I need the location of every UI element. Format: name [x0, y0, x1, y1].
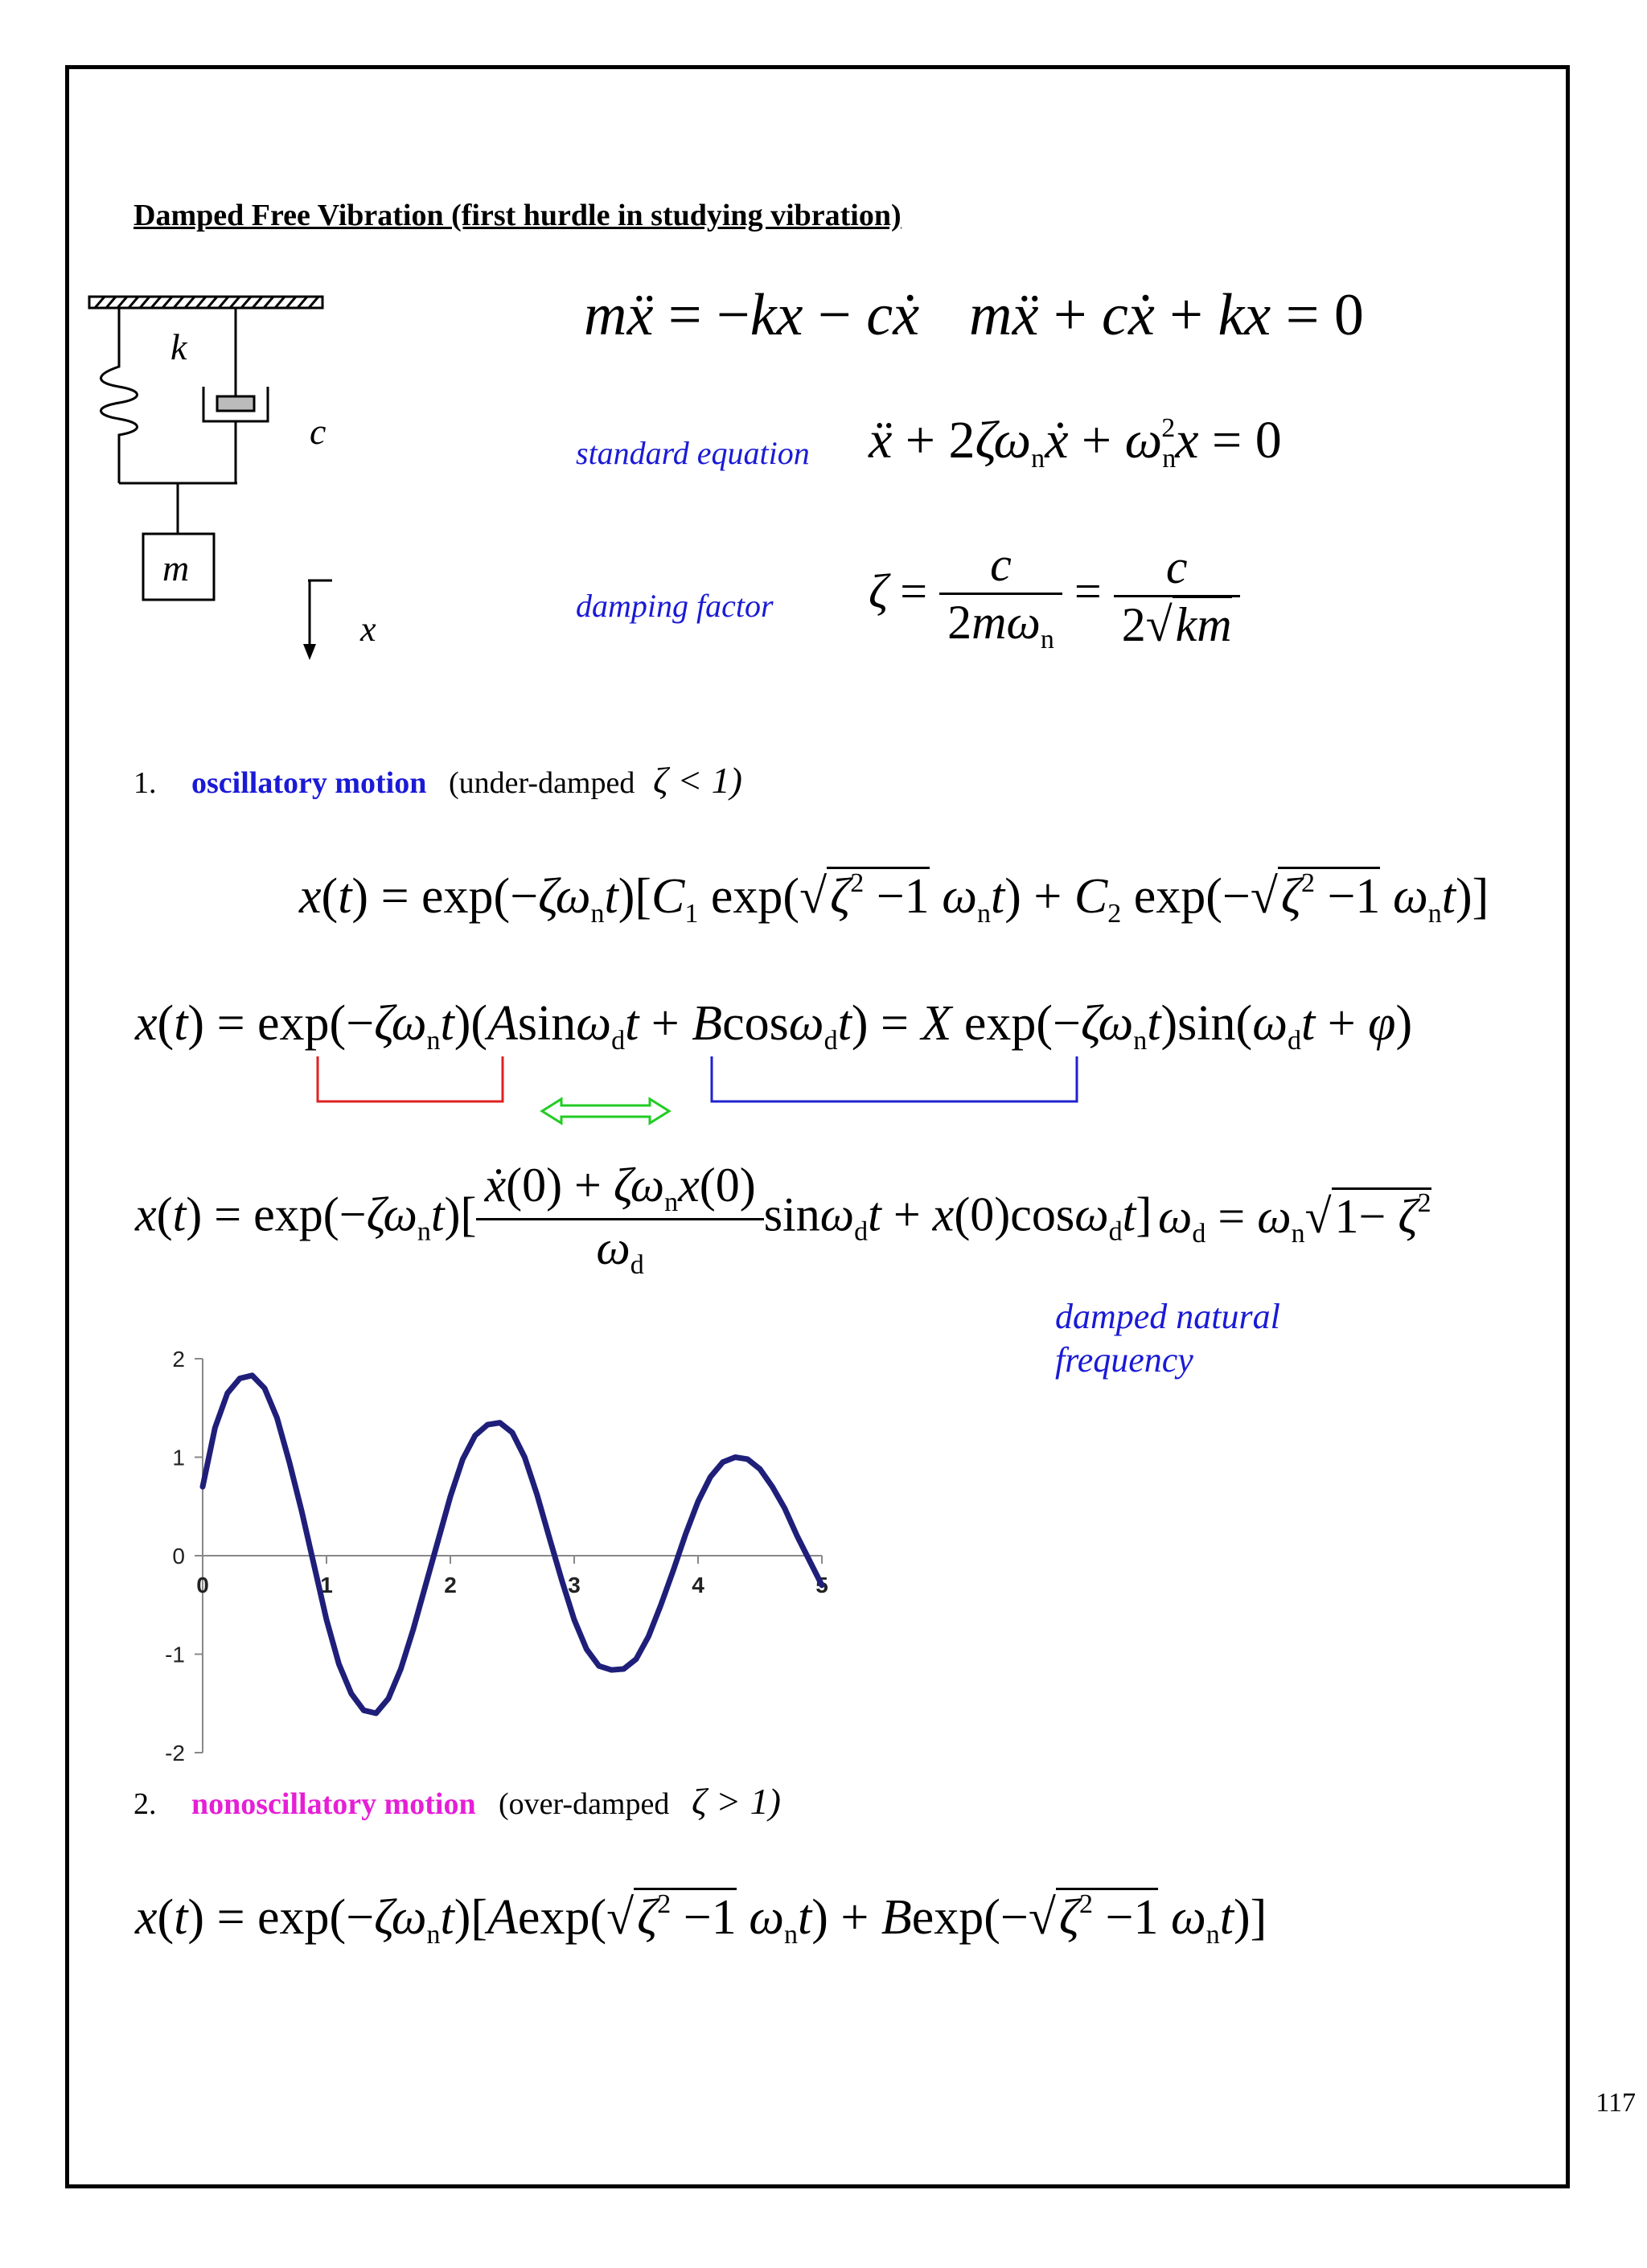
damped-natural-frequency-label-line2: frequency	[1055, 1340, 1193, 1380]
displacement-label: x	[360, 609, 376, 649]
item-2-number: 2.	[133, 1787, 157, 1821]
solution-sin-cos-form: $x(t) = \exp(-\zeta\omega_nt)(Asin\omega_dt + Bcos\omega_dt) = X$ $\exp(-\zeta\omega_nt)\sin(\omega_dt + \varphi)$	[135, 996, 1413, 1056]
page-title: Damped Free Vibration (first hurdle in studying vibration)	[133, 199, 902, 232]
page-number: 117	[1596, 2088, 1636, 2118]
red-bracket	[315, 1056, 505, 1105]
blue-bracket	[709, 1056, 1079, 1105]
item-1-condition: ζ < 1)	[653, 760, 742, 801]
x-tick-label: 1	[320, 1573, 333, 1597]
damping-coefficient-label: c	[310, 411, 327, 452]
y-tick-label: 2	[172, 1347, 185, 1372]
item-2-condition: ζ > 1)	[692, 1781, 781, 1822]
oscillatory-motion-heading: oscillatory motion	[191, 766, 427, 800]
x-tick-label: 4	[692, 1573, 704, 1597]
standard-equation-label: standard equation	[576, 435, 810, 471]
solution-initial-conditions: $x(t) = \exp(-\zeta\omega_nt)$[ $\frac{ẋ(0) + \zeta\omega_nx(0)}{\omega_d}$ sinω$_d$t + x(0)cosω$_d$t]	[135, 1159, 1152, 1280]
equation-of-motion: mẍ = −kx − cẋ	[584, 282, 919, 348]
nonoscillatory-motion-heading: nonoscillatory motion	[191, 1787, 476, 1821]
y-tick-label: -2	[165, 1741, 185, 1766]
x-tick-label: 3	[568, 1573, 581, 1597]
damped-oscillation-chart	[145, 1335, 852, 1769]
x-tick-label: 5	[815, 1573, 828, 1597]
mass-label: m	[162, 548, 190, 589]
general-solution-underdamped: $x(t) = \exp(-\zeta\omega_nt)[C_1$ $\exp(√\zeta^2 -1$ $\omega_nt) + C_2$ $\exp(-√\zeta^2 -1$ $\omega_nt$)]	[299, 868, 1489, 929]
damping-factor-label: damping factor	[576, 588, 774, 624]
y-tick-label: 0	[172, 1544, 185, 1569]
damping-factor-equation: ζ = $\frac{c}{2m\omega_n}$ = $\frac{c}{2√km}$	[869, 537, 1240, 655]
item-2-description: (over-damped	[499, 1787, 670, 1821]
damped-natural-frequency-equation: $\omega_d = \omega_n√1- \zeta^2$	[1158, 1188, 1431, 1249]
item-1-number: 1.	[133, 766, 157, 800]
series-line-0	[203, 1376, 822, 1713]
equation-of-motion-standard: mẍ + cẋ + kx = 0	[969, 282, 1364, 348]
y-tick-label: 1	[172, 1445, 185, 1470]
x-tick-label: 2	[444, 1573, 457, 1597]
stiffness-label: k	[170, 326, 187, 367]
double-arrow-icon	[540, 1097, 671, 1126]
item-1-description: (under-damped	[449, 766, 635, 800]
damped-natural-frequency-label-line1: damped natural	[1055, 1297, 1280, 1336]
spring-damper-diagram	[87, 294, 336, 664]
x-tick-label: 0	[196, 1573, 209, 1597]
standard-equation: ẍ + $2\zeta\omega_nẋ + \omega_n^2x = 0$	[869, 411, 1282, 474]
general-solution-overdamped: $x(t) = \exp(-\zeta\omega_nt)[Aexp(√\zeta^2 -1$ $\omega_nt) + Bexp(-√\zeta^2 -1$ $\omega_nt$)]	[135, 1889, 1267, 1950]
y-tick-label: -1	[165, 1642, 185, 1667]
